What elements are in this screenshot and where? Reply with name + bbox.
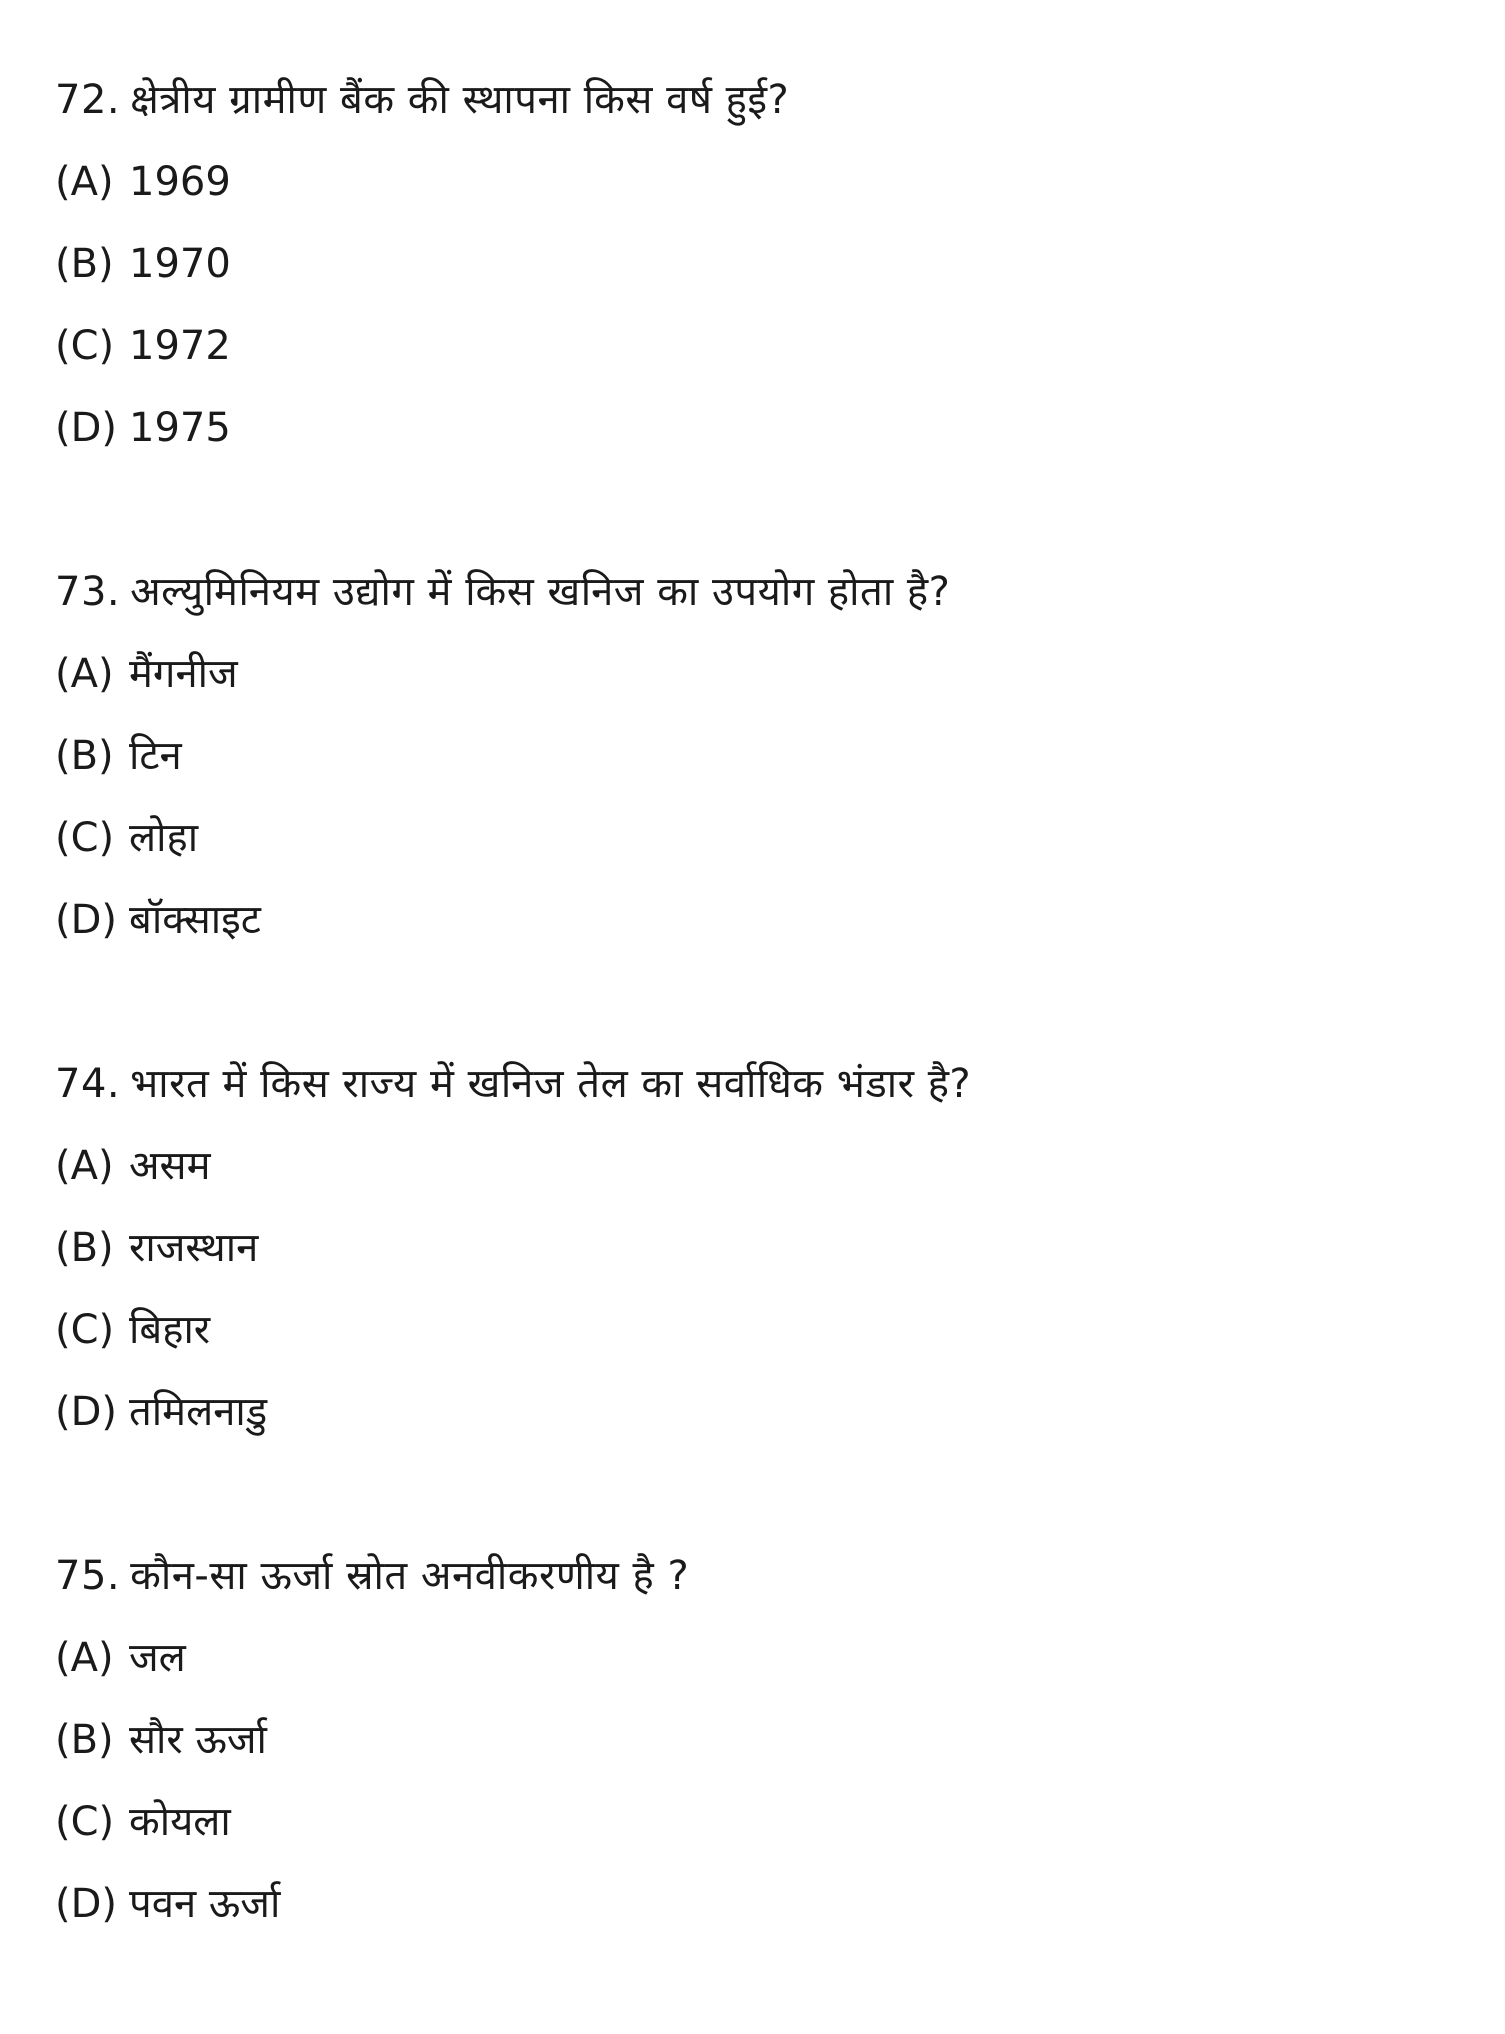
- option-text: तमिलनाडु: [129, 1389, 268, 1435]
- options-list: [55, 156, 1455, 454]
- question-number: 73.: [55, 569, 121, 615]
- question-stem: अल्युमिनियम उद्योग में किस खनिज का उपयोग होता है?: [130, 569, 951, 615]
- option-text: कोयला: [129, 1799, 231, 1845]
- option-text: जल: [129, 1635, 186, 1681]
- option-c[interactable]: [55, 320, 1455, 372]
- option-a[interactable]: [55, 1632, 1455, 1684]
- option-a[interactable]: [55, 156, 1455, 208]
- option-b[interactable]: [55, 1222, 1455, 1274]
- question-number: 75.: [55, 1553, 121, 1599]
- option-text: 1972: [129, 323, 231, 369]
- question-text: [55, 1058, 1455, 1110]
- option-letter: (C): [55, 1307, 115, 1353]
- question-text: [55, 1550, 1455, 1602]
- option-letter: (D): [55, 897, 118, 943]
- option-text: 1970: [129, 241, 231, 287]
- option-b[interactable]: [55, 1714, 1455, 1766]
- option-d[interactable]: [55, 1878, 1455, 1930]
- option-d[interactable]: [55, 894, 1455, 946]
- question-72: [55, 74, 1455, 454]
- option-text: टिन: [129, 733, 182, 779]
- option-text: 1969: [129, 159, 231, 205]
- option-b[interactable]: [55, 238, 1455, 290]
- option-letter: (A): [55, 651, 114, 697]
- question-75: [55, 1550, 1455, 1930]
- option-text: असम: [129, 1143, 211, 1189]
- question-stem: कौन-सा ऊर्जा स्रोत अनवीकरणीय है ?: [130, 1553, 690, 1599]
- option-b[interactable]: [55, 730, 1455, 782]
- question-73: [55, 566, 1455, 946]
- options-list: [55, 648, 1455, 946]
- option-letter: (B): [55, 241, 114, 287]
- option-text: बिहार: [129, 1307, 211, 1353]
- options-list: [55, 1140, 1455, 1438]
- option-text: 1975: [129, 405, 231, 451]
- option-letter: (A): [55, 1635, 114, 1681]
- option-letter: (B): [55, 733, 114, 779]
- question-text: [55, 566, 1455, 618]
- option-text: लोहा: [129, 815, 199, 861]
- option-c[interactable]: [55, 812, 1455, 864]
- question-text: [55, 74, 1455, 126]
- option-a[interactable]: [55, 648, 1455, 700]
- question-number: 72.: [55, 77, 121, 123]
- option-letter: (A): [55, 1143, 114, 1189]
- option-letter: (B): [55, 1225, 114, 1271]
- option-a[interactable]: [55, 1140, 1455, 1192]
- option-letter: (C): [55, 815, 115, 861]
- option-d[interactable]: [55, 402, 1455, 454]
- option-letter: (A): [55, 159, 114, 205]
- option-c[interactable]: [55, 1304, 1455, 1356]
- option-text: बॉक्साइट: [129, 897, 261, 943]
- option-c[interactable]: [55, 1796, 1455, 1848]
- option-letter: (D): [55, 1389, 118, 1435]
- options-list: [55, 1632, 1455, 1930]
- option-text: पवन ऊर्जा: [129, 1881, 281, 1927]
- option-letter: (D): [55, 405, 118, 451]
- question-stem: क्षेत्रीय ग्रामीण बैंक की स्थापना किस वर्ष हुई?: [130, 77, 790, 123]
- option-letter: (C): [55, 323, 115, 369]
- option-letter: (C): [55, 1799, 115, 1845]
- option-text: मैंगनीज: [129, 651, 238, 697]
- question-74: [55, 1058, 1455, 1438]
- option-text: राजस्थान: [129, 1225, 259, 1271]
- question-stem: भारत में किस राज्य में खनिज तेल का सर्वाधिक भंडार है?: [130, 1061, 972, 1107]
- question-number: 74.: [55, 1061, 121, 1107]
- option-letter: (D): [55, 1881, 118, 1927]
- option-d[interactable]: [55, 1386, 1455, 1438]
- option-text: सौर ऊर्जा: [129, 1717, 267, 1763]
- option-letter: (B): [55, 1717, 114, 1763]
